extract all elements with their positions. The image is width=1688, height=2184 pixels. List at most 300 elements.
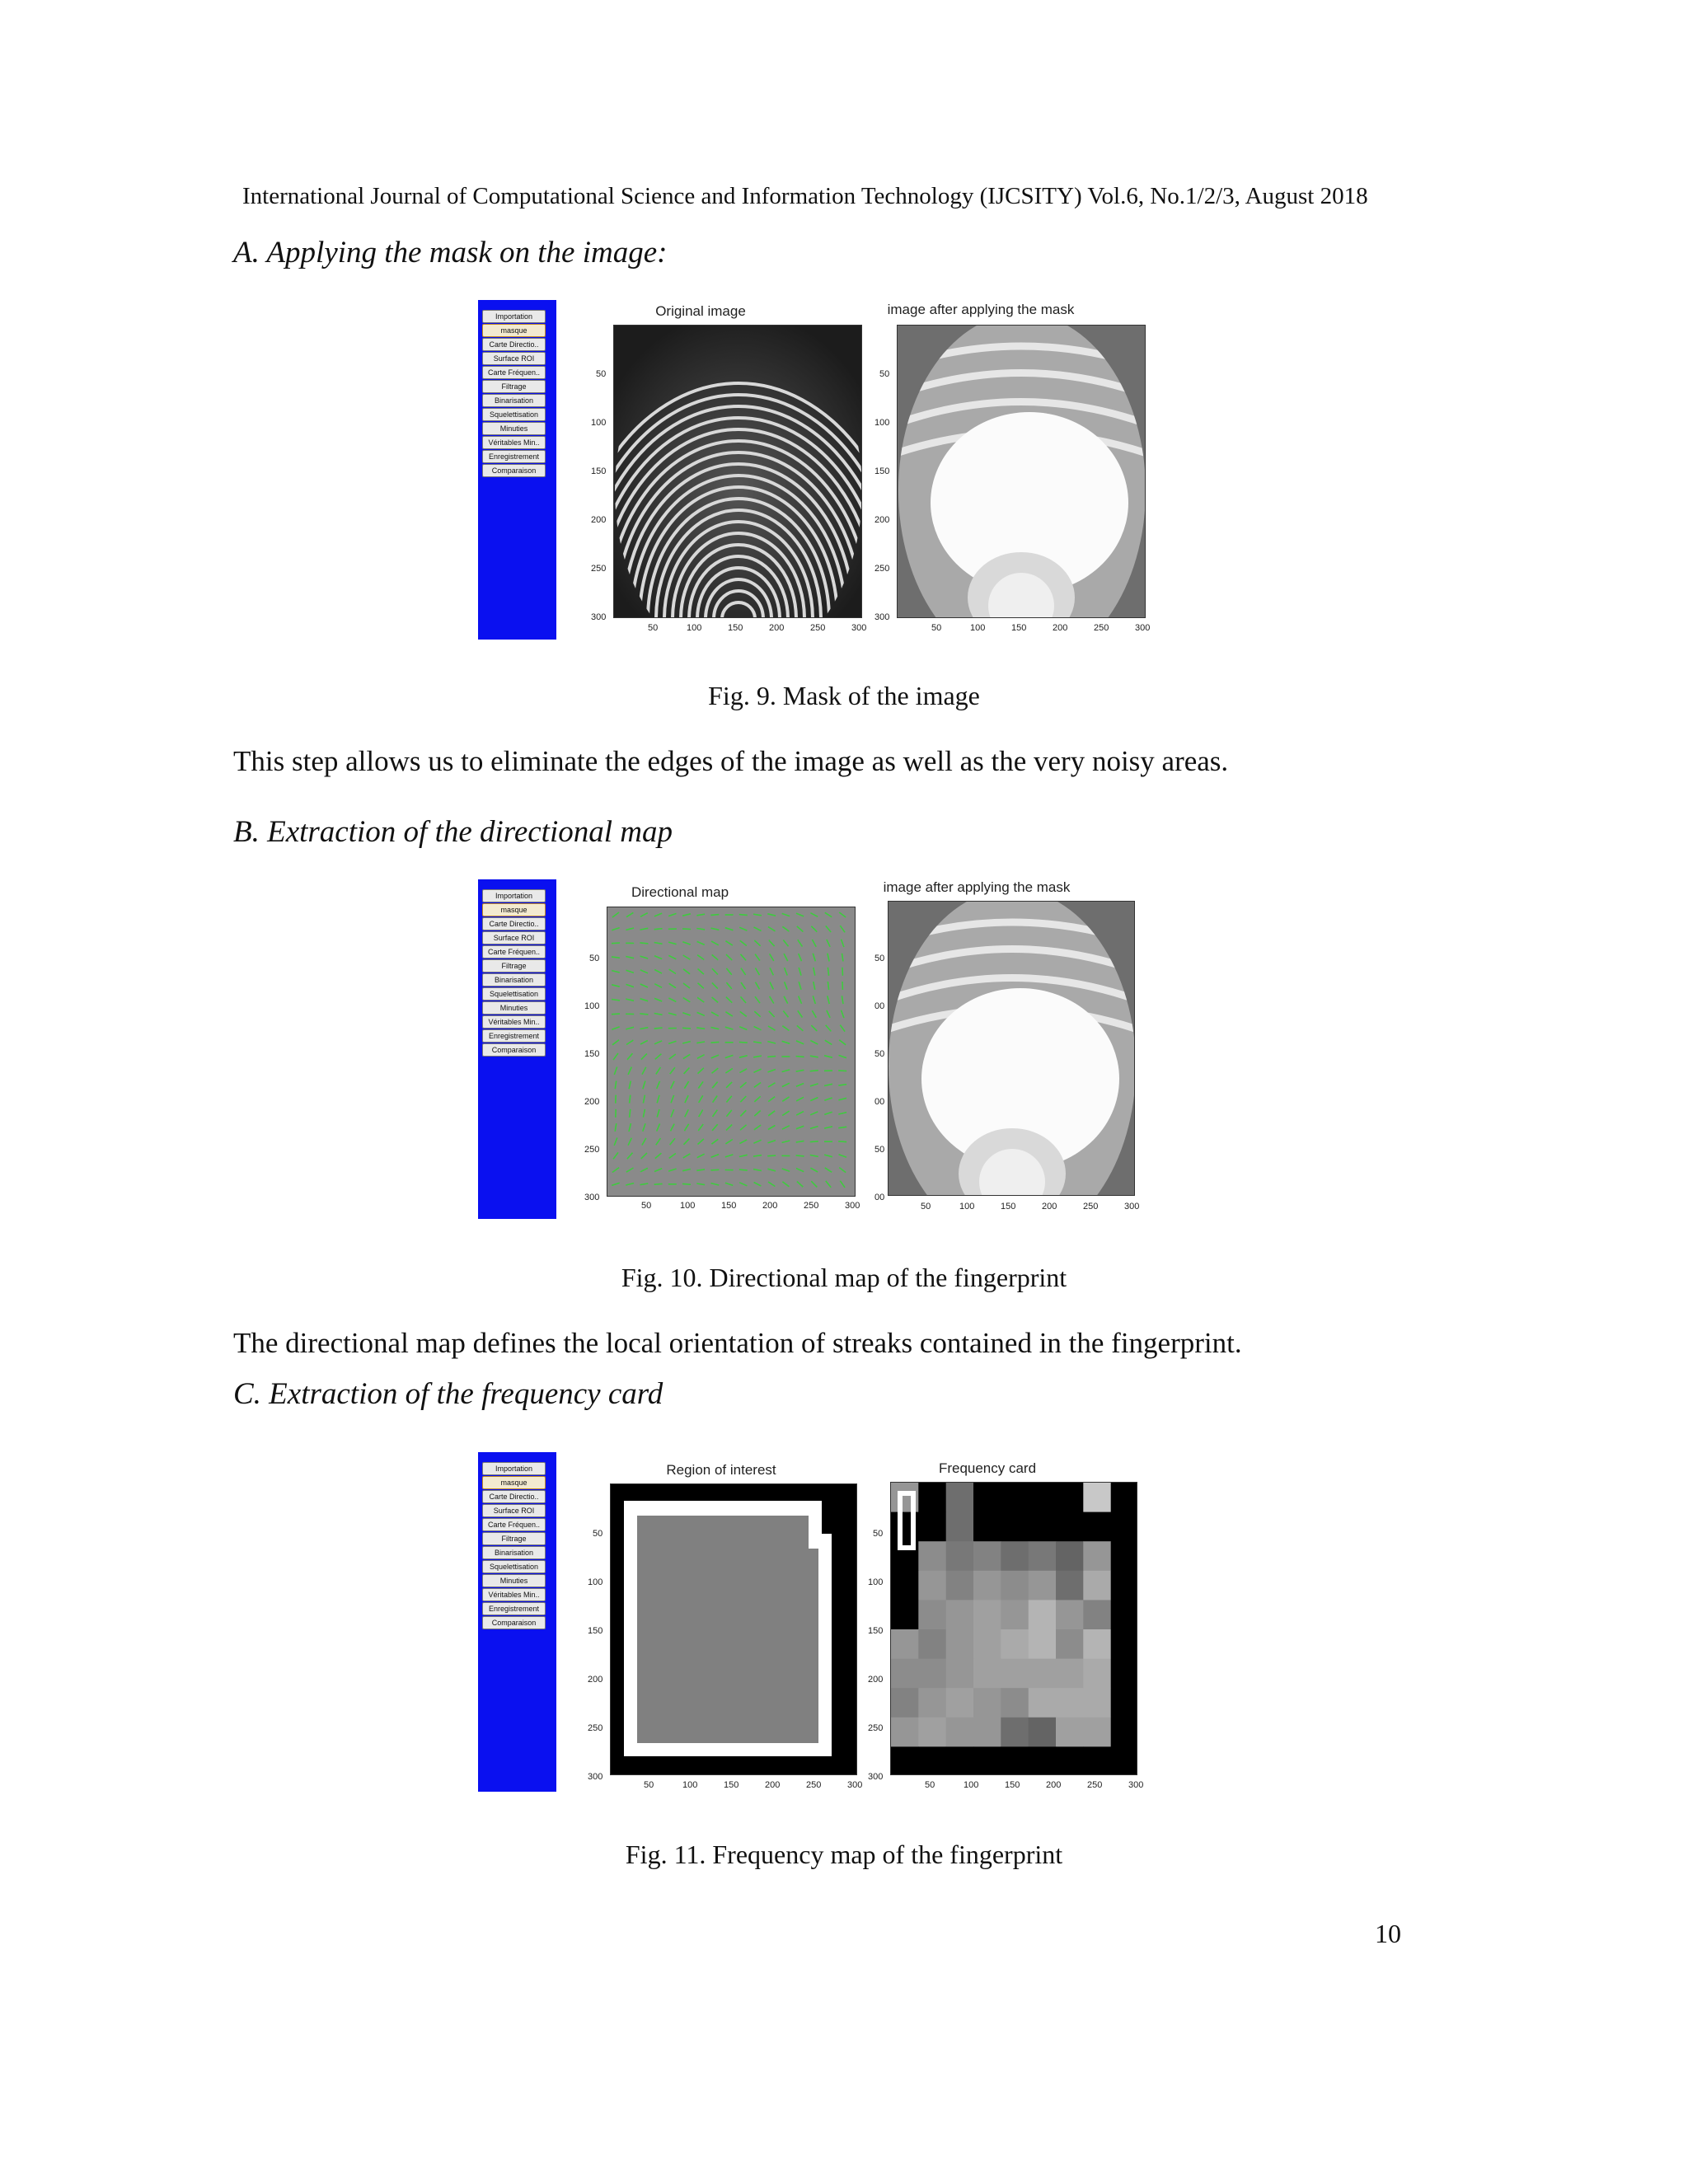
orientation-segment [825, 1040, 832, 1044]
orientation-segment [842, 954, 843, 962]
orientation-segment [770, 954, 774, 961]
heatmap-cell [1001, 1688, 1029, 1718]
heatmap-cell [946, 1541, 974, 1571]
orientation-segment [741, 996, 747, 1003]
orientation-segment [654, 970, 662, 974]
orientation-segment [655, 1054, 662, 1060]
orientation-segment [739, 1042, 748, 1043]
heatmap-cell [973, 1746, 1001, 1775]
heatmap-cell [946, 1718, 974, 1747]
gui-button[interactable]: Minuties [482, 422, 546, 435]
orientation-segment [626, 912, 633, 916]
orientation-segment [654, 956, 662, 959]
x-tick: 200 [765, 1780, 781, 1790]
orientation-segment [753, 1169, 762, 1171]
frequency-heatmap [891, 1483, 1137, 1775]
y-tick: 150 [874, 466, 890, 476]
orientation-segment [628, 1138, 631, 1146]
heatmap-cell [918, 1483, 946, 1512]
heatmap-cell [1029, 1659, 1057, 1689]
orientation-segment [810, 1155, 818, 1157]
orientation-segment [767, 914, 776, 916]
x-tick: 250 [1083, 1202, 1099, 1212]
orientation-segment [827, 1010, 830, 1018]
orientation-segment [784, 954, 788, 961]
gui-button[interactable]: Véritables Min.. [482, 1588, 546, 1601]
orientation-segment [656, 1067, 661, 1074]
gui-button[interactable]: Enregistrement [482, 1602, 546, 1615]
heatmap-cell [891, 1688, 919, 1718]
y-tick: 200 [584, 1097, 600, 1107]
orientation-segment [782, 1111, 789, 1115]
orientation-segment [712, 1124, 718, 1131]
orientation-segment [615, 1123, 617, 1132]
heatmap-cell [918, 1746, 946, 1775]
y-tick: 250 [868, 1723, 884, 1733]
orientation-segment [796, 1169, 804, 1172]
heatmap-cell [1083, 1746, 1111, 1775]
orientation-segment [810, 1041, 818, 1045]
orientation-segment [612, 957, 620, 958]
gui-button[interactable]: Minuties [482, 1001, 546, 1015]
heatmap-cell [1029, 1512, 1057, 1542]
heatmap-cell [918, 1718, 946, 1747]
orientation-segment [768, 1141, 776, 1143]
figure-11-caption: Fig. 11. Frequency map of the fingerprint [625, 1840, 1063, 1869]
orientation-segment [753, 1140, 761, 1143]
heatmap-cell [973, 1718, 1001, 1747]
orientation-segment [799, 996, 802, 1004]
orientation-segment [768, 1097, 775, 1102]
gui-button[interactable]: Surface ROI [482, 352, 546, 365]
orientation-segment [839, 1155, 846, 1157]
orientation-segment [725, 1140, 732, 1144]
orientation-segment [824, 1155, 832, 1157]
gui-button[interactable]: Surface ROI [482, 931, 546, 944]
orientation-segment [828, 954, 829, 962]
y-tick: 50 [873, 1529, 884, 1539]
orientation-segment [626, 1168, 634, 1172]
orientation-segment [683, 983, 690, 988]
y-tick: 200 [874, 515, 890, 525]
orientation-segment [641, 1153, 647, 1159]
orientation-segment [626, 984, 634, 987]
orientation-segment [753, 1155, 762, 1156]
orientation-segment [684, 1139, 690, 1145]
orientation-segment [753, 1056, 762, 1057]
orientation-segment [685, 1095, 688, 1103]
x-tick: 300 [1128, 1780, 1144, 1790]
orientation-segment [669, 983, 676, 987]
heatmap-cell [1056, 1746, 1084, 1775]
gui-button[interactable]: Squelettisation [482, 408, 546, 421]
gui-button[interactable]: Comparaison [482, 464, 546, 477]
orientation-segment [612, 971, 620, 972]
y-tick: 250 [584, 1145, 600, 1155]
heatmap-cell [1001, 1746, 1029, 1775]
gui-button[interactable]: Surface ROI [482, 1504, 546, 1517]
orientation-segment [827, 940, 830, 947]
orientation-segment [785, 982, 788, 989]
orientation-segment [782, 926, 789, 931]
orientation-segment [810, 1168, 818, 1172]
orientation-segment [682, 1042, 691, 1043]
orientation-segment [740, 1082, 747, 1087]
orientation-segment [640, 999, 649, 1001]
gui-button[interactable]: Filtrage [482, 380, 546, 393]
gui-button[interactable]: Carte Fréquen.. [482, 1518, 546, 1531]
orientation-segment [739, 1056, 748, 1057]
gui-button[interactable]: Véritables Min.. [482, 436, 546, 449]
orientation-segment [782, 1097, 789, 1101]
orientation-segment [626, 970, 634, 972]
heatmap-cell [946, 1688, 974, 1718]
orientation-segment [671, 1124, 675, 1132]
orientation-segment [824, 1084, 832, 1085]
orientation-segment [627, 1153, 633, 1160]
orientation-segment [739, 1027, 747, 1030]
orientation-segment [654, 984, 662, 988]
gui-button[interactable]: Carte Directio.. [482, 1490, 546, 1503]
x-tick: 200 [769, 623, 785, 633]
gui-button[interactable]: Carte Directio.. [482, 338, 546, 351]
orientation-segment [811, 1181, 817, 1187]
orientation-segment [630, 1109, 631, 1118]
orientation-segment [683, 1054, 690, 1058]
x-tick: 250 [1087, 1780, 1103, 1790]
orientation-segment [725, 1027, 734, 1029]
orientation-segment [640, 1168, 648, 1171]
orientation-segment [755, 996, 760, 1003]
orientation-segment [739, 1169, 748, 1170]
orientation-segment [683, 998, 691, 1002]
orientation-segment [699, 1095, 703, 1103]
heatmap-cell [918, 1688, 946, 1718]
heatmap-cell [1111, 1600, 1137, 1629]
orientation-segment [668, 1013, 677, 1015]
gui-button[interactable]: Carte Fréquen.. [482, 366, 546, 379]
orientation-segment [627, 1053, 632, 1060]
orientation-segment [796, 1084, 804, 1087]
orientation-segment [697, 997, 704, 1002]
heatmap-cell [946, 1600, 974, 1629]
orientation-segment [670, 1138, 675, 1145]
heatmap-cell [1029, 1688, 1057, 1718]
orientation-segment [711, 928, 720, 930]
orientation-segment [629, 1123, 631, 1132]
heatmap-cell [973, 1688, 1001, 1718]
orientation-segment [768, 1083, 776, 1087]
orientation-segment [754, 1125, 761, 1130]
orientation-segment [782, 1141, 790, 1142]
orientation-segment [725, 1155, 734, 1157]
orientation-segment [767, 1169, 776, 1171]
orientation-segment [725, 1068, 732, 1073]
orientation-segment [698, 983, 704, 989]
gui-button[interactable]: Minuties [482, 1574, 546, 1587]
gui-side-panel [478, 300, 556, 640]
gui-button[interactable]: Enregistrement [482, 1029, 546, 1043]
orientation-segment [696, 1042, 705, 1043]
orientation-segment [643, 1123, 645, 1131]
orientation-segment [769, 940, 775, 946]
orientation-segment [655, 1153, 662, 1158]
page-number: 10 [1375, 1919, 1401, 1948]
orientation-segment [668, 998, 676, 1001]
orientation-segment [753, 914, 762, 916]
orientation-segment [615, 1081, 616, 1090]
orientation-segment [654, 1169, 662, 1172]
heatmap-cell [918, 1541, 946, 1571]
heatmap-cell [973, 1512, 1001, 1542]
orientation-segment [614, 1067, 617, 1075]
orientation-segment [782, 1041, 790, 1043]
heatmap-cell [973, 1600, 1001, 1629]
gui-button[interactable]: Véritables Min.. [482, 1015, 546, 1029]
orientation-segment [641, 1053, 647, 1059]
orientation-segment [812, 940, 816, 947]
heatmap-cell [1029, 1571, 1057, 1601]
orientation-segment [626, 1040, 633, 1044]
orientation-vectors [607, 907, 856, 1197]
gui-button[interactable]: Comparaison [482, 1043, 546, 1057]
orientation-segment [839, 1055, 846, 1057]
orientation-segment [725, 1183, 733, 1185]
x-tick: 300 [847, 1780, 863, 1790]
orientation-segment [796, 1097, 804, 1101]
gui-button[interactable]: Importation [482, 1462, 546, 1475]
x-tick: 150 [721, 1201, 737, 1211]
orientation-segment [643, 1081, 645, 1090]
orientation-segment [739, 915, 748, 916]
orientation-segment [657, 1095, 659, 1104]
orientation-segment [712, 997, 719, 1002]
heatmap-cell [891, 1629, 919, 1659]
masked-fingerprint-plot [897, 325, 1146, 618]
orientation-segment [799, 968, 801, 976]
orientation-segment [725, 1012, 732, 1016]
gui-button[interactable]: Squelettisation [482, 987, 546, 1001]
orientation-segment [796, 1155, 804, 1156]
orientation-segment [682, 914, 691, 916]
heatmap-cell [1001, 1541, 1029, 1571]
orientation-segment [698, 1139, 704, 1145]
heatmap-cell [1029, 1483, 1057, 1512]
orientation-segment [671, 1095, 674, 1103]
orientation-segment [642, 1138, 646, 1146]
heatmap-cell [1083, 1659, 1111, 1689]
heatmap-cell [973, 1629, 1001, 1659]
orientation-segment [842, 1010, 844, 1018]
gui-button[interactable]: Enregistrement [482, 450, 546, 463]
gui-button[interactable]: Squelettisation [482, 1560, 546, 1573]
orientation-segment [726, 968, 731, 975]
orientation-segment [612, 912, 619, 917]
orientation-segment [697, 1012, 705, 1015]
orientation-segment [826, 1181, 831, 1188]
gui-button[interactable]: Comparaison [482, 1616, 546, 1629]
orientation-segment [614, 1138, 617, 1146]
orientation-segment [798, 940, 803, 946]
gui-button[interactable]: masque [482, 1476, 546, 1489]
orientation-segment [813, 954, 815, 962]
orientation-segment [654, 913, 662, 916]
heatmap-cell [946, 1512, 974, 1542]
heatmap-cell [1083, 1571, 1111, 1601]
gui-button[interactable]: Filtrage [482, 959, 546, 972]
y-tick: 50 [589, 954, 600, 963]
gui-button[interactable]: masque [482, 324, 546, 337]
heatmap-cell [891, 1659, 919, 1689]
orientation-segment [628, 1067, 631, 1075]
orientation-segment [725, 1055, 734, 1057]
heatmap-cell [1056, 1629, 1084, 1659]
orientation-segment [754, 1011, 760, 1017]
orientation-segment [785, 968, 788, 975]
orientation-segment [612, 943, 620, 944]
y-tick: 100 [588, 1577, 603, 1587]
heatmap-cell [1001, 1483, 1029, 1512]
orientation-segment [810, 1141, 818, 1142]
x-tick: 50 [931, 623, 942, 633]
y-tick: 00 [874, 1193, 885, 1202]
orientation-segment [770, 968, 773, 975]
orientation-segment [654, 998, 662, 1001]
gui-button[interactable]: Importation [482, 889, 546, 902]
gui-button[interactable]: Importation [482, 310, 546, 323]
orientation-segment [842, 940, 844, 947]
orientation-segment [626, 957, 634, 958]
y-tick: 300 [874, 612, 890, 622]
orientation-segment [612, 1027, 619, 1029]
orientation-segment [739, 927, 747, 930]
orientation-segment [768, 1111, 775, 1116]
x-tick: 150 [728, 623, 743, 633]
orientation-segment [683, 1154, 691, 1158]
y-tick: 50 [596, 369, 607, 379]
heatmap-cell [918, 1600, 946, 1629]
orientation-segment [640, 913, 648, 917]
orientation-segment [740, 1011, 747, 1016]
x-tick: 50 [644, 1780, 654, 1790]
orientation-segment [713, 1096, 718, 1103]
orientation-segment [811, 1025, 817, 1031]
gui-button[interactable]: Carte Fréquen.. [482, 945, 546, 958]
figure-10-caption: Fig. 10. Directional map of the fingerprint [621, 1263, 1067, 1292]
orientation-segment [613, 1053, 618, 1060]
y-tick: 100 [584, 1001, 600, 1011]
orientation-segment [697, 955, 704, 960]
original-fingerprint-plot [613, 325, 862, 618]
gui-button[interactable]: Binarisation [482, 973, 546, 987]
orientation-segment [710, 1042, 719, 1043]
heatmap-cell [1056, 1512, 1084, 1542]
orientation-segment [725, 928, 734, 930]
x-tick: 250 [804, 1201, 819, 1211]
orientation-segment [626, 1183, 634, 1185]
orientation-segment [810, 1127, 818, 1129]
orientation-segment [682, 1013, 690, 1015]
orientation-segment [671, 1081, 674, 1089]
orientation-segment [626, 928, 634, 930]
orientation-segment [682, 1183, 691, 1184]
orientation-segment [740, 1110, 746, 1116]
orientation-segment [612, 928, 619, 930]
gui-button[interactable]: Filtrage [482, 1532, 546, 1545]
orientation-segment [696, 929, 705, 930]
orientation-segment [642, 1067, 646, 1075]
orientation-segment [640, 928, 649, 930]
heatmap-cell [1111, 1688, 1137, 1718]
gui-button[interactable]: Binarisation [482, 394, 546, 407]
heatmap-cell [1111, 1629, 1137, 1659]
heatmap-cell [1001, 1629, 1029, 1659]
orientation-segment [839, 1040, 846, 1045]
orientation-segment [828, 996, 829, 1004]
orientation-segment [796, 1141, 804, 1142]
orientation-segment [753, 1069, 761, 1072]
gui-button[interactable]: Binarisation [482, 1546, 546, 1559]
frequency-card-plot [890, 1482, 1137, 1775]
gui-button[interactable]: Carte Directio.. [482, 917, 546, 930]
orientation-segment [810, 1098, 818, 1101]
orientation-segment [799, 982, 801, 990]
heatmap-cell [1056, 1571, 1084, 1601]
orientation-segment [782, 1026, 789, 1031]
orientation-segment [612, 1040, 619, 1045]
gui-button[interactable]: masque [482, 903, 546, 916]
heatmap-cell [1083, 1541, 1111, 1571]
heatmap-cell [891, 1718, 919, 1747]
orientation-segment [782, 913, 790, 916]
orientation-segment [838, 1141, 846, 1142]
orientation-segment [697, 1055, 705, 1059]
orientation-segment [684, 1081, 688, 1089]
orientation-segment [612, 1014, 620, 1015]
y-tick: 200 [591, 515, 607, 525]
orientation-segment [768, 1126, 776, 1130]
heatmap-cell [1001, 1600, 1029, 1629]
orientation-segment [684, 1124, 688, 1131]
x-tick: 100 [680, 1201, 696, 1211]
orientation-segment [670, 1067, 675, 1074]
section-a-text: This step allows us to eliminate the edges of the image as well as the very noisy areas. [233, 745, 1229, 777]
orientation-segment [839, 1168, 846, 1173]
journal-header: International Journal of Computational Science and Information Technology (IJCSITY) Vol.6, No.1/2/3, August 2018 [242, 183, 1368, 209]
x-tick: 200 [1053, 623, 1068, 633]
orientation-segment [811, 926, 817, 932]
orientation-segment [739, 1155, 748, 1156]
orientation-segment [683, 955, 691, 959]
orientation-segment [824, 1056, 832, 1057]
orientation-segment [612, 1000, 620, 1001]
orientation-segment [682, 1028, 691, 1029]
heatmap-cell [1056, 1718, 1084, 1747]
heatmap-cell [1111, 1541, 1137, 1571]
orientation-segment [726, 982, 731, 989]
orientation-segment [840, 1025, 845, 1032]
heatmap-cell [1111, 1483, 1137, 1512]
orientation-segment [626, 1027, 634, 1029]
orientation-segment [838, 1113, 846, 1114]
heatmap-cell [918, 1659, 946, 1689]
heatmap-cell [918, 1629, 946, 1659]
orientation-segment [784, 996, 788, 1004]
orientation-segment [640, 1041, 648, 1045]
orientation-segment [726, 954, 732, 960]
masked-fingerprint-image [889, 902, 1135, 1196]
orientation-segment [796, 913, 804, 916]
